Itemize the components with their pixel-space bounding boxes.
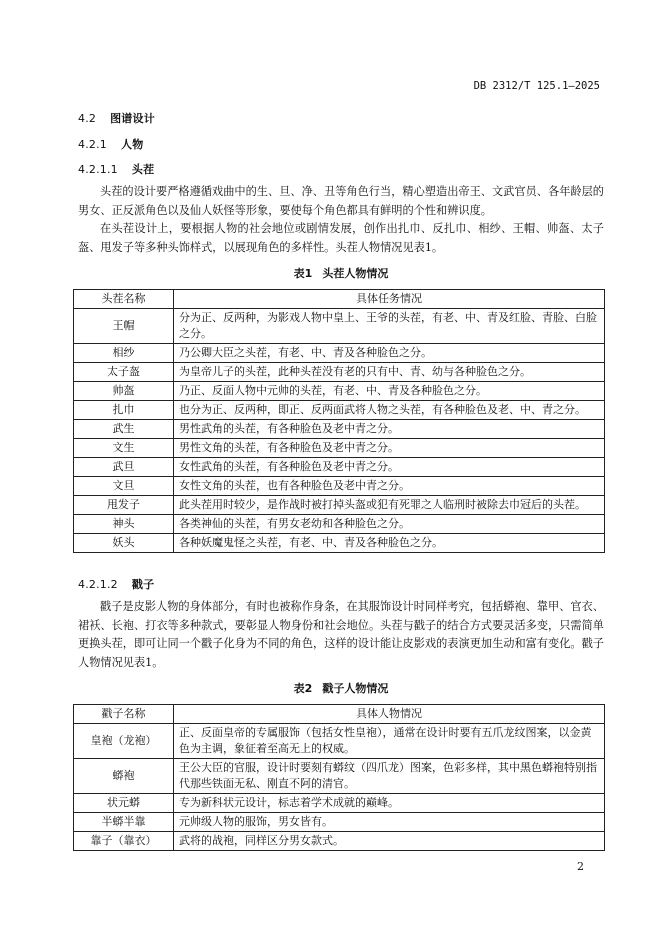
cell-name: 太子盔 bbox=[74, 363, 174, 382]
heading-title: 图谱设计 bbox=[110, 112, 155, 125]
cell-desc: 元帅级人物的服饰，男女皆有。 bbox=[174, 813, 605, 832]
heading-number: 4.2.1.1 bbox=[78, 163, 118, 176]
cell-desc: 男性武角的头茬，有各种脸色及老中青之分。 bbox=[174, 420, 605, 439]
table-row bbox=[74, 832, 605, 851]
column-header-name: 戳子名称 bbox=[74, 705, 174, 724]
cell-desc: 男性文角的头茬，有各种脸色及老中青之分。 bbox=[174, 439, 605, 458]
heading-title: 人物 bbox=[121, 138, 144, 151]
table-row bbox=[74, 794, 605, 813]
cell-desc: 此头茬用时较少，是作战时被打掉头盔或犯有死罪之人临刑时被除去巾冠后的头茬。 bbox=[174, 496, 605, 515]
heading-number: 4.2.1.2 bbox=[78, 578, 118, 591]
cell-name: 王帽 bbox=[74, 309, 174, 344]
cell-name: 妖头 bbox=[74, 534, 174, 553]
cell-name: 武生 bbox=[74, 420, 174, 439]
cell-desc: 正、反面皇帝的专属服饰（包括女性皇袍），通常在设计时要有五爪龙纹图案，以金黄色为主调，象征着至高无上的权威。 bbox=[174, 724, 605, 759]
table2-caption-title: 戳子人物情况 bbox=[322, 682, 389, 695]
table1-caption-number: 表1 bbox=[293, 267, 313, 280]
paragraph-body-piece: 戳子是皮影人物的身体部分，有时也被称作身条，在其服饰设计时同样考究，包括蟒袍、靠甲、官衣、裙袄、长袍、打衣等多种款式，要彰显人物身份和社会地位。头茬与戳子的结合方式要灵活多变，只需简单更换头茬，即可让同一个戳子化身为不同的角色，这样的设计能让皮影戏的表演更加生动和富有变化。戳子人物情况见表1。 bbox=[78, 600, 604, 669]
cell-desc: 武将的战袍，同样区分男女款式。 bbox=[174, 832, 605, 851]
heading-title: 戳子 bbox=[131, 578, 155, 591]
paragraph-headpiece-design: 在头茬设计上，要根据人物的社会地位或剧情发展，创作出扎巾、反扎巾、相纱、王帽、帅盔、太子盔、甩发子等多种头饰样式，以展现角色的多样性。头茬人物情况见表1。 bbox=[78, 222, 604, 254]
table-row bbox=[74, 309, 605, 344]
cell-name: 状元蟒 bbox=[74, 794, 174, 813]
cell-desc: 为皇帝儿子的头茬，此种头茬没有老的只有中、青、幼与各种脸色之分。 bbox=[174, 363, 605, 382]
table-row bbox=[74, 439, 605, 458]
heading-4-2-1-1 bbox=[78, 161, 154, 177]
table-row bbox=[74, 477, 605, 496]
cell-desc: 各种妖魔鬼怪之头茬，有老、中、青及各种脸色之分。 bbox=[174, 534, 605, 553]
cell-desc: 各类神仙的头茬，有男女老幼和各种脸色之分。 bbox=[174, 515, 605, 534]
cell-desc: 乃正、反面人物中元帅的头茬，有老、中、青及各种脸色之分。 bbox=[174, 382, 605, 401]
table-row bbox=[74, 344, 605, 363]
cell-desc: 乃公卿大臣之头茬，有老、中、青及各种脸色之分。 bbox=[174, 344, 605, 363]
heading-4-2 bbox=[78, 110, 155, 126]
cell-name: 蟒袍 bbox=[74, 759, 174, 794]
heading-number: 4.2.1 bbox=[78, 138, 107, 151]
table-row bbox=[74, 382, 605, 401]
cell-name: 文生 bbox=[74, 439, 174, 458]
table2-caption-number: 表2 bbox=[293, 682, 313, 695]
table1-caption-title: 头茬人物情况 bbox=[322, 267, 389, 280]
cell-name: 半蟒半靠 bbox=[74, 813, 174, 832]
cell-desc: 也分为正、反两种，即正、反两面武将人物之头茬，有各种脸色及老、中、青之分。 bbox=[174, 401, 605, 420]
cell-name: 文旦 bbox=[74, 477, 174, 496]
table-row bbox=[74, 458, 605, 477]
cell-desc: 女性文角的头茬，也有各种脸色及老中青之分。 bbox=[174, 477, 605, 496]
cell-desc: 分为正、反两种，为影戏人物中皇上、王爷的头茬，有老、中、青及红脸、青脸、白脸之分。 bbox=[174, 309, 605, 344]
heading-number: 4.2 bbox=[78, 112, 97, 125]
cell-name: 武旦 bbox=[74, 458, 174, 477]
table2-caption bbox=[78, 680, 604, 696]
document-code: DB 2312/T 125.1—2025 bbox=[473, 80, 600, 92]
table-body-piece-characters bbox=[73, 704, 605, 851]
cell-name: 扎巾 bbox=[74, 401, 174, 420]
table1-caption bbox=[78, 265, 604, 281]
column-header-desc: 具体人物情况 bbox=[174, 705, 605, 724]
table-row bbox=[74, 724, 605, 759]
table-headpiece-characters bbox=[73, 289, 605, 553]
cell-desc: 王公大臣的官服，设计时要刻有蟒纹（四爪龙）图案，色彩多样，其中黑色蟒袍特别指代那些铁面无私、刚直不阿的清官。 bbox=[174, 759, 605, 794]
cell-name: 相纱 bbox=[74, 344, 174, 363]
heading-title: 头茬 bbox=[131, 163, 155, 176]
cell-name: 甩发子 bbox=[74, 496, 174, 515]
page-number: 2 bbox=[577, 860, 584, 873]
cell-desc: 女性武角的头茬，有各种脸色及老中青之分。 bbox=[174, 458, 605, 477]
table-row bbox=[74, 496, 605, 515]
table-row bbox=[74, 401, 605, 420]
table-row bbox=[74, 515, 605, 534]
table-row bbox=[74, 420, 605, 439]
cell-name: 靠子（靠衣） bbox=[74, 832, 174, 851]
table-row bbox=[74, 759, 605, 794]
cell-name: 神头 bbox=[74, 515, 174, 534]
cell-desc: 专为新科状元设计，标志着学术成就的巅峰。 bbox=[174, 794, 605, 813]
table-row bbox=[74, 363, 605, 382]
table-header-row bbox=[74, 705, 605, 724]
column-header-desc: 具体任务情况 bbox=[174, 290, 605, 309]
heading-4-2-1 bbox=[78, 136, 143, 152]
column-header-name: 头茬名称 bbox=[74, 290, 174, 309]
cell-name: 帅盔 bbox=[74, 382, 174, 401]
table-header-row bbox=[74, 290, 605, 309]
heading-4-2-1-2 bbox=[78, 576, 154, 592]
paragraph-headpiece-intro: 头茬的设计要严格遵循戏曲中的生、旦、净、丑等角色行当，精心塑造出帝王、文武官员、各年龄层的男女、正反派角色以及仙人妖怪等形象，要使每个角色都具有鲜明的个性和辨识度。 bbox=[78, 185, 604, 217]
table-row bbox=[74, 813, 605, 832]
cell-name: 皇袍（龙袍） bbox=[74, 724, 174, 759]
table-row bbox=[74, 534, 605, 553]
